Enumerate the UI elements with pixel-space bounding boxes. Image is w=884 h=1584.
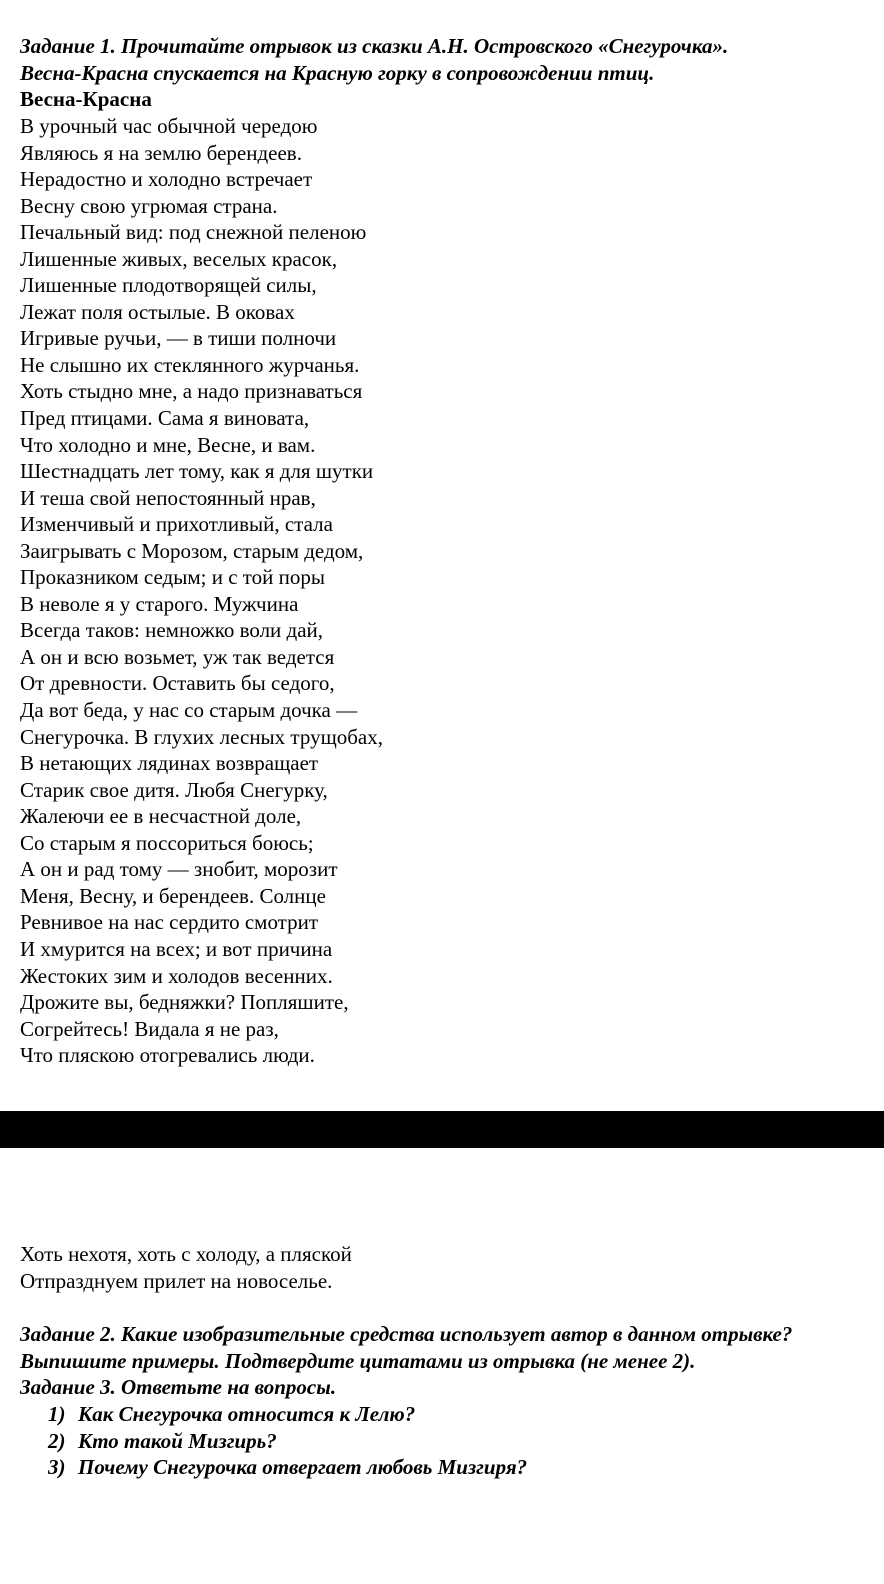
verse-line: Игривые ручьи, — в тиши полночи [20, 326, 337, 351]
verse-line: Являюсь я на землю берендеев. [20, 140, 302, 165]
verse-line: Дрожите вы, бедняжки? Попляшите, [20, 990, 349, 1015]
verse-line: В нетающих лядинах возвращает [20, 751, 319, 776]
verse-line: Шестнадцать лет тому, как я для шутки [20, 459, 374, 484]
task1-heading-line2: Весна-Красна спускается на Красную горку в сопровождении птиц. [20, 60, 655, 85]
question-item [20, 1401, 870, 1428]
verse-line: Не слышно их стеклянного журчанья. [20, 352, 360, 377]
page-top-section [20, 33, 870, 1069]
verse-line: И хмурится на всех; и вот причина [20, 936, 333, 961]
verse-line: Со старым я поссориться боюсь; [20, 830, 314, 855]
verse-line: Да вот беда, у нас со старым дочка — [20, 698, 358, 723]
verse-line: Заигрывать с Морозом, старым дедом, [20, 538, 364, 563]
task3-heading: Задание 3. Ответьте на вопросы. [20, 1375, 337, 1399]
verse-line: В урочный час обычной чередою [20, 114, 318, 138]
verse-line: А он и всю возьмет, уж так ведется [20, 644, 335, 669]
verse-line: От древности. Оставить бы седого, [20, 671, 335, 696]
question-text: Как Снегурочка относится к Лелю? [78, 1402, 416, 1426]
black-divider-band [0, 1111, 884, 1148]
verse-line: Меня, Весну, и берендеев. Солнце [20, 883, 326, 908]
verse-line: Лежат поля остылые. В оковах [20, 299, 295, 324]
verse-line: Ревнивое на нас сердито смотрит [20, 910, 319, 935]
verse-line: Печальный вид: под снежной пеленою [20, 220, 367, 245]
verse-line: Лишенные плодотворящей силы, [20, 273, 317, 298]
verse-line: Лишенные живых, веселых красок, [20, 246, 338, 271]
question-number: 1) [48, 1402, 66, 1426]
verse-passage [20, 113, 870, 1069]
verse-line: Изменчивый и прихотливый, стала [20, 512, 333, 537]
verse-line: Нерадостно и холодно встречает [20, 167, 313, 192]
verse-line: Отпразднуем прилет на новоселье. [20, 1268, 333, 1293]
question-text: Кто такой Мизгирь? [78, 1428, 277, 1453]
verse-continued [20, 1241, 870, 1294]
question-item [20, 1454, 870, 1481]
verse-line: Всегда таков: немножко воли дай, [20, 618, 324, 643]
verse-line: Весну свою угрюмая страна. [20, 193, 278, 218]
question-number: 2) [48, 1428, 66, 1453]
verse-line: Проказником седым; и с той поры [20, 565, 326, 590]
speaker-name: Весна-Красна [20, 87, 152, 111]
task2-text: Задание 2. Какие изобразительные средства использует автор в данном отрывке? Выпишите примеры. Подтвердите цитатами из отрывка (не менее 2). [20, 1322, 793, 1373]
task3-question-list [20, 1401, 870, 1481]
verse-line: Хоть нехотя, хоть с холоду, а пляской [20, 1242, 352, 1266]
question-item [20, 1428, 870, 1455]
verse-line: Хоть стыдно мне, а надо признаваться [20, 379, 363, 404]
verse-line: Жестоких зим и холодов весенних. [20, 963, 333, 988]
verse-line: Что пляскою отогревались люди. [20, 1043, 315, 1068]
page-bottom-section [20, 1241, 870, 1481]
question-text: Почему Снегурочка отвергает любовь Мизгиря? [78, 1455, 528, 1479]
verse-line: А он и рад тому — знобит, морозит [20, 857, 338, 882]
task1-heading-line1: Задание 1. Прочитайте отрывок из сказки А.Н. Островского «Снегурочка». [20, 34, 729, 58]
verse-line: Пред птицами. Сама я виновата, [20, 406, 310, 431]
verse-line: Что холодно и мне, Весне, и вам. [20, 432, 316, 457]
verse-line: В неволе я у старого. Мужчина [20, 591, 299, 616]
verse-line: Жалеючи ее в несчастной доле, [20, 804, 302, 829]
verse-line: Старик свое дитя. Любя Снегурку, [20, 777, 328, 802]
verse-line: Согрейтесь! Видала я не раз, [20, 1016, 279, 1041]
question-number: 3) [48, 1455, 66, 1479]
verse-line: Снегурочка. В глухих лесных трущобах, [20, 724, 383, 749]
verse-line: И теша свой непостоянный нрав, [20, 485, 316, 510]
